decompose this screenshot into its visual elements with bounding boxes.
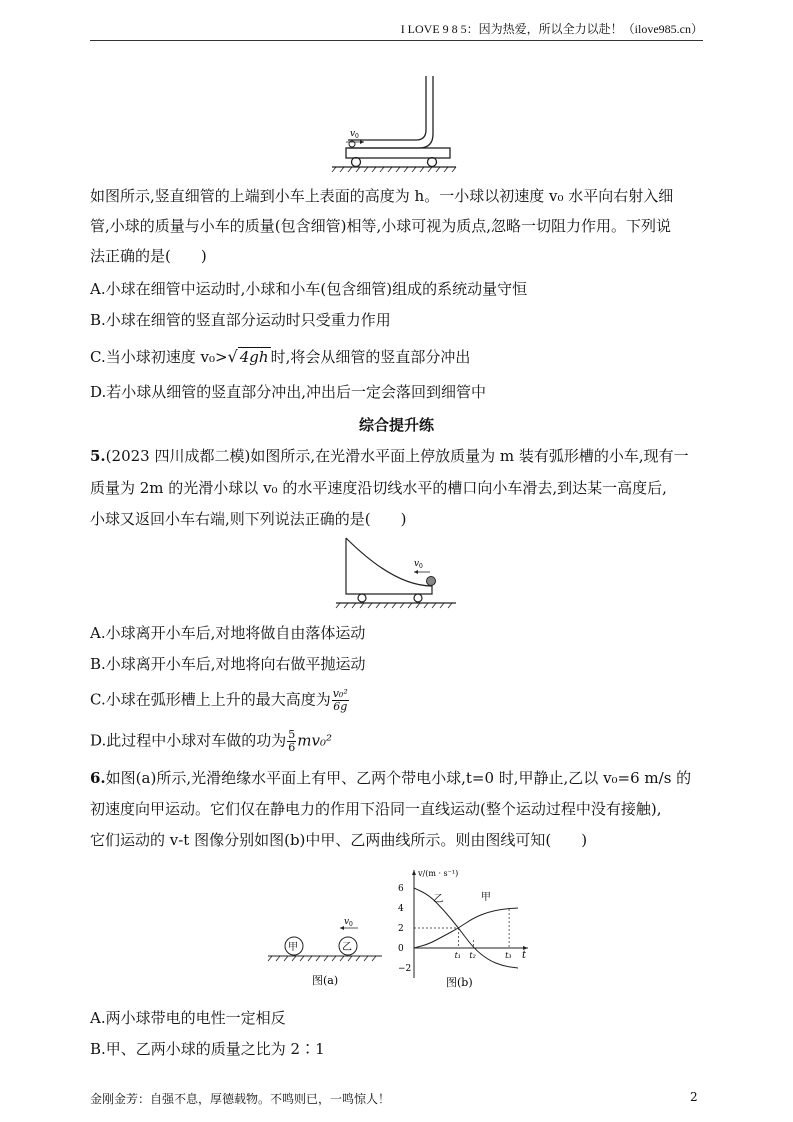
ball-jia-label: 甲 bbox=[288, 942, 298, 953]
chart-xlabel: t bbox=[522, 950, 527, 961]
q4-stem-line3: 法正确的是( ) bbox=[90, 247, 207, 265]
q4-stem-line2: 管,小球的质量与小车的质量(包含细管)相等,小球可视为质点,忽略一切阻力作用。下列说 bbox=[90, 217, 672, 235]
fig2-v-label: v bbox=[414, 559, 420, 569]
q5-d-denominator: 6 bbox=[288, 741, 296, 754]
q6-stem-line1 bbox=[90, 767, 691, 789]
figure-b-vt-chart bbox=[390, 866, 540, 992]
fig1-v-sub: 0 bbox=[355, 133, 359, 140]
q6-stem-line2: 初速度向甲运动。它们仅在静电力的作用下沿同一直线运动(整个运动过程中没有接触), bbox=[90, 800, 662, 818]
q4-option-d: D.若小球从细管的竖直部分冲出,冲出后一定会落回到细管中 bbox=[90, 383, 487, 401]
y-tick-label: 6 bbox=[398, 884, 404, 894]
figa-caption: 图(a) bbox=[312, 974, 339, 987]
q5-d-numerator: 5 bbox=[288, 728, 296, 741]
series-label: 甲 bbox=[480, 892, 491, 903]
q6-option-b: B.甲、乙两小球的质量之比为 2∶1 bbox=[90, 1040, 325, 1058]
y-tick-label: 2 bbox=[398, 924, 404, 934]
q5-stem-line3: 小球又返回小车右端,则下列说法正确的是( ) bbox=[90, 510, 407, 528]
footer-motto: 金刚金芳：自强不息，厚德载物。不鸣则已，一鸣惊人！ bbox=[90, 1092, 391, 1106]
q5-c-numerator: v₀² bbox=[332, 687, 348, 700]
q5-option-d-post: mv₀² bbox=[297, 731, 332, 750]
q5-option-c bbox=[90, 688, 350, 713]
figa-v-sub: 0 bbox=[349, 921, 353, 928]
x-tick-label: t₂ bbox=[469, 951, 476, 960]
figure-cart-tube bbox=[330, 72, 460, 172]
x-tick-label: t₃ bbox=[505, 951, 512, 960]
figure-a-balls bbox=[266, 912, 384, 992]
chart-ylabel: v/(m · s⁻¹) bbox=[418, 869, 459, 878]
q5-stem-line2: 质量为 2m 的光滑小球以 v₀ 的水平速度沿切线水平的槽口向小车滑去,到达某一高度后, bbox=[90, 479, 667, 497]
chart-caption: 图(b) bbox=[446, 976, 473, 989]
page-number: 2 bbox=[690, 1090, 698, 1104]
q5-c-denominator: 6g bbox=[333, 700, 348, 713]
fig1-v-label: v bbox=[350, 129, 356, 139]
q4-option-a: A.小球在细管中运动时,小球和小车(包含细管)组成的系统动量守恒 bbox=[90, 280, 528, 298]
series-line-jia bbox=[414, 908, 518, 948]
q5-stem-line1 bbox=[90, 445, 689, 467]
q5-option-c-pre: C.小球在弧形槽上上升的最大高度为 bbox=[90, 690, 331, 709]
figure-cart-groove bbox=[334, 534, 460, 614]
q4-stem-line1: 如图所示,竖直细管的上端到小车上表面的高度为 h。一小球以初速度 v₀ 水平向右射入细 bbox=[90, 187, 674, 205]
y-tick-label: 4 bbox=[398, 904, 404, 914]
q4-option-c-post: 时,将会从细管的竖直部分冲出 bbox=[270, 348, 471, 366]
q6-stem-line3: 它们运动的 v-t 图像分别如图(b)中甲、乙两曲线所示。则由图线可知( ) bbox=[90, 831, 588, 849]
header-rule bbox=[90, 40, 703, 41]
q5-option-d-pre: D.此过程中小球对车做的功为 bbox=[90, 731, 287, 750]
x-tick-label: t₁ bbox=[454, 951, 461, 960]
y-tick-label: 0 bbox=[398, 944, 404, 954]
ball-yi-label: 乙 bbox=[342, 942, 352, 953]
fig2-v-sub: 0 bbox=[419, 563, 423, 570]
q5-number: 5. bbox=[90, 447, 106, 465]
q5-option-a: A.小球离开小车后,对地将做自由落体运动 bbox=[90, 624, 366, 642]
section-title: 综合提升练 bbox=[358, 416, 434, 434]
q4-option-b: B.小球在细管的竖直部分运动时只受重力作用 bbox=[90, 311, 391, 329]
series-line-yi bbox=[414, 888, 518, 968]
q4-option-c-radicand: 4gh bbox=[239, 348, 269, 366]
y-tick-label: −2 bbox=[398, 964, 412, 974]
q5-option-c-fraction bbox=[332, 688, 349, 713]
page-header: I LOVE 9 8 5：因为热爱，所以全力以赴！（ilove985.cn） bbox=[400, 22, 703, 36]
q5-stem-line1-text: (2023 四川成都二模)如图所示,在光滑水平面上停放质量为 m 装有弧形槽的小车,现有一 bbox=[105, 447, 689, 465]
ball-icon bbox=[427, 577, 436, 586]
figa-v-label: v bbox=[344, 917, 350, 927]
q5-option-d-fraction bbox=[287, 729, 296, 754]
q6-stem-line1-text: 如图(a)所示,光滑绝缘水平面上有甲、乙两个带电小球,t=0 时,甲静止,乙以 v₀=6 m/s 的 bbox=[105, 769, 692, 787]
q6-number: 6. bbox=[90, 769, 106, 787]
series-label: 乙 bbox=[433, 894, 444, 905]
q4-option-c-pre: C.当小球初速度 v₀> bbox=[90, 348, 228, 366]
q4-option-c: C.当小球初速度 v₀>√ 4gh 时,将会从细管的竖直部分冲出 bbox=[90, 347, 471, 366]
q6-option-a: A.两小球带电的电性一定相反 bbox=[90, 1009, 286, 1027]
q5-option-d bbox=[90, 729, 332, 754]
q5-option-b: B.小球离开小车后,对地将向右做平抛运动 bbox=[90, 655, 366, 673]
